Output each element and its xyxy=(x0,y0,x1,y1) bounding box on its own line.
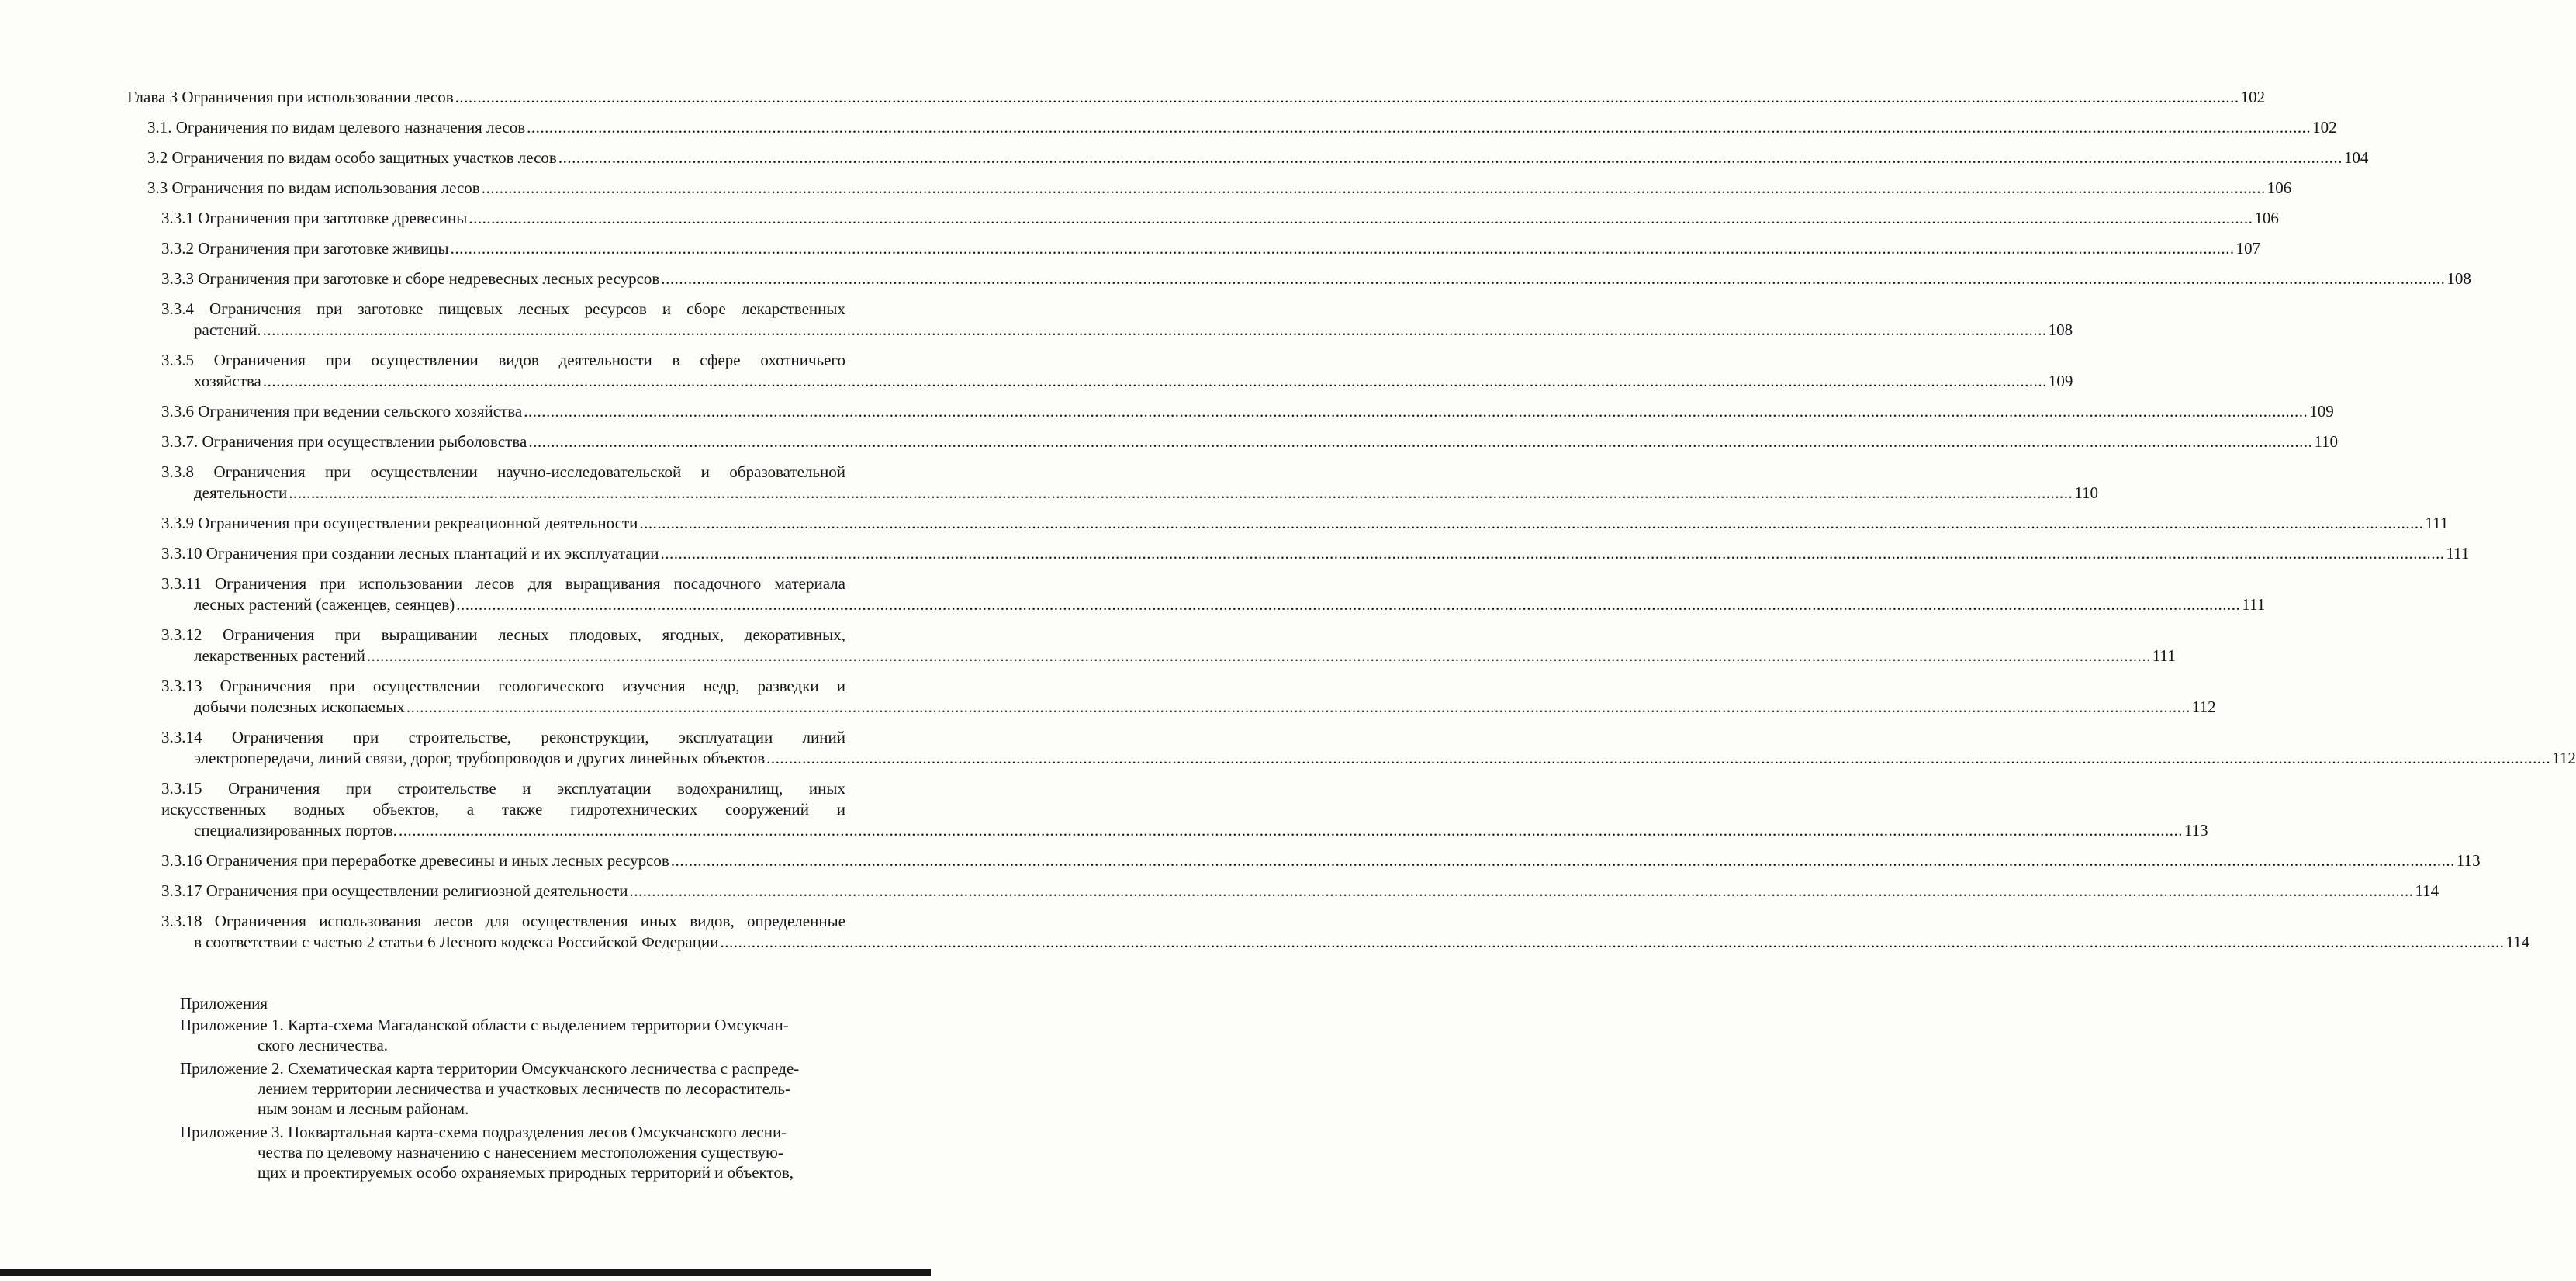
dot-leader: ................................................................................................................................................................................................................................................................................................................................................................................................................ xyxy=(524,402,2308,421)
toc-entry xyxy=(161,625,2176,666)
dot-leader: ................................................................................................................................................................................................................................................................................................................................................................................................................ xyxy=(629,881,2414,900)
toc-entry-title: 3.3.1 Ограничения при заготовке древесины xyxy=(161,209,468,227)
toc-entry xyxy=(161,268,2471,289)
toc-page-number: 107 xyxy=(2235,239,2261,258)
appendix-item-line: щих и проектируемых особо охраняемых природных территорий и объектов, xyxy=(258,1163,794,1182)
toc-entry-title: хозяйства xyxy=(194,372,261,390)
toc-page-number: 102 xyxy=(2312,118,2337,137)
appendix-item-line: ского лесничества. xyxy=(258,1036,389,1054)
toc-entry-line xyxy=(161,371,2073,392)
toc-entry-lead-line: 3.3.18 Ограничения использования лесов для осуществления иных видов, определенные xyxy=(161,912,845,930)
dot-leader: ................................................................................................................................................................................................................................................................................................................................................................................................................ xyxy=(262,372,2047,390)
toc-entry-lead-line: 3.3.12 Ограничения при выращивании лесных плодовых, ягодных, декоративных, xyxy=(161,625,845,644)
toc-page-number: 102 xyxy=(2240,88,2266,106)
toc-entry-lead-line: 3.3.4 Ограничения при заготовке пищевых лесных ресурсов и сборе лекарственных xyxy=(161,299,845,318)
toc-entry-title: Глава 3 Ограничения при использовании лесов xyxy=(127,88,454,106)
toc-entry-line xyxy=(161,513,2449,534)
toc-entry-lead-line: 3.3.8 Ограничения при осуществлении научно-исследовательской и образовательной xyxy=(161,462,845,481)
toc-entry xyxy=(161,778,2208,841)
toc-entry-title: деятельности xyxy=(194,483,288,502)
toc-entry-title: лекарственных растений xyxy=(194,646,365,665)
dot-leader: ................................................................................................................................................................................................................................................................................................................................................................................................................ xyxy=(262,320,2047,339)
toc-entry xyxy=(161,727,2576,769)
dot-leader: ................................................................................................................................................................................................................................................................................................................................................................................................................ xyxy=(661,269,2446,288)
toc-page-number: 108 xyxy=(2446,269,2471,288)
dot-leader: ................................................................................................................................................................................................................................................................................................................................................................................................................ xyxy=(527,118,2311,137)
dot-leader: ................................................................................................................................................................................................................................................................................................................................................................................................................ xyxy=(720,933,2505,951)
toc-entry-lead-line: 3.3.5 Ограничения при осуществлении видов деятельности в сфере охотничьего xyxy=(161,351,845,369)
toc-entry-line xyxy=(161,208,2279,229)
toc-entry-title: 3.3.7. Ограничения при осуществлении рыболовства xyxy=(161,432,527,451)
toc-entry xyxy=(147,178,2292,199)
dot-leader: ................................................................................................................................................................................................................................................................................................................................................................................................................ xyxy=(366,646,2151,665)
toc-entry xyxy=(161,350,2073,392)
toc-entry-line xyxy=(161,483,2098,504)
dot-leader: ................................................................................................................................................................................................................................................................................................................................................................................................................ xyxy=(469,209,2253,227)
toc-entry-line xyxy=(161,543,2470,564)
toc-entry-lead-line: 3.3.11 Ограничения при использовании лесов для выращивания посадочного материала xyxy=(161,574,845,593)
toc-entry xyxy=(161,431,2339,452)
toc-entry xyxy=(161,299,2073,341)
toc-page-number: 104 xyxy=(2343,148,2369,167)
toc-entry-title: 3.3.2 Ограничения при заготовке живицы xyxy=(161,239,449,258)
toc-entry-line xyxy=(161,748,2576,769)
toc-entry-title: лесных растений (саженцев, сеянцев) xyxy=(194,595,455,614)
toc-entry xyxy=(161,238,2261,259)
appendix-item-line: ным зонам и лесным районам. xyxy=(258,1099,469,1118)
dot-leader: ................................................................................................................................................................................................................................................................................................................................................................................................................ xyxy=(456,595,2241,614)
toc-page-number: 106 xyxy=(2254,209,2279,227)
toc-entry xyxy=(161,911,2530,953)
table-of-contents xyxy=(127,87,2576,962)
toc-page-number: 110 xyxy=(2074,483,2098,502)
toc-entry-title: электропередачи, линий связи, дорог, трубопроводов и других линейных объектов xyxy=(194,749,766,767)
toc-entry-line xyxy=(161,594,2266,615)
toc-page-number: 112 xyxy=(2552,749,2576,767)
toc-entry-line xyxy=(161,401,2334,422)
toc-entry-title: 3.3.6 Ограничения при ведении сельского хозяйства xyxy=(161,402,523,421)
toc-entry-title: растений. xyxy=(194,320,261,339)
toc-page-number: 112 xyxy=(2191,698,2216,716)
dot-leader: ................................................................................................................................................................................................................................................................................................................................................................................................................ xyxy=(406,698,2190,716)
dot-leader: ................................................................................................................................................................................................................................................................................................................................................................................................................ xyxy=(558,148,2343,167)
appendix-item xyxy=(180,1015,878,1055)
toc-entry-line xyxy=(161,646,2176,666)
toc-page-number: 113 xyxy=(2456,851,2481,870)
dot-leader: ................................................................................................................................................................................................................................................................................................................................................................................................................ xyxy=(670,851,2455,870)
toc-entry-line xyxy=(161,697,2216,718)
appendix-title: Приложения xyxy=(180,994,268,1013)
appendix-items xyxy=(180,1015,878,1182)
dot-leader: ................................................................................................................................................................................................................................................................................................................................................................................................................ xyxy=(639,514,2424,532)
appendix-list xyxy=(180,993,878,1186)
toc-entry-title: 3.3.3 Ограничения при заготовке и сборе недревесных лесных ресурсов xyxy=(161,269,660,288)
appendix-item-line: Приложение 1. Карта-схема Магаданской области с выделением территории Омсукчан- xyxy=(180,1016,789,1034)
toc-entry-title: добычи полезных ископаемых xyxy=(194,698,405,716)
appendix-item xyxy=(180,1058,878,1119)
toc-entry-title: 3.3 Ограничения по видам использования лесов xyxy=(147,178,480,197)
toc-entry-lead-line: 3.3.15 Ограничения при строительстве и эксплуатации водохранилищ, иных xyxy=(161,779,845,798)
toc-entry-title: специализированных портов. xyxy=(194,821,397,840)
toc-entry xyxy=(161,513,2449,534)
dot-leader: ................................................................................................................................................................................................................................................................................................................................................................................................................ xyxy=(766,749,2551,767)
toc-entry xyxy=(161,462,2098,504)
dot-leader: ................................................................................................................................................................................................................................................................................................................................................................................................................ xyxy=(450,239,2235,258)
toc-entry-lead-line: 3.3.14 Ограничения при строительстве, реконструкции, эксплуатации линий xyxy=(161,728,845,746)
toc-entry-lead-line: 3.3.13 Ограничения при осуществлении геологического изучения недр, разведки и xyxy=(161,677,845,695)
toc-page-number: 111 xyxy=(2425,514,2449,532)
toc-entry-line xyxy=(161,320,2073,341)
toc-entry-title: в соответствии с частью 2 статьи 6 Лесного кодекса Российской Федерации xyxy=(194,933,719,951)
toc-entry xyxy=(161,401,2334,422)
dot-leader: ................................................................................................................................................................................................................................................................................................................................................................................................................ xyxy=(398,821,2183,840)
toc-entry-title: 3.2 Ограничения по видам особо защитных участков лесов xyxy=(147,148,557,167)
toc-entry xyxy=(161,881,2439,902)
toc-page-number: 111 xyxy=(2446,544,2470,563)
toc-page-number: 109 xyxy=(2048,372,2073,390)
toc-entry-line xyxy=(161,431,2339,452)
toc-entry-line xyxy=(127,87,2266,108)
appendix-item xyxy=(180,1122,878,1182)
toc-page-number: 114 xyxy=(2505,933,2530,951)
dot-leader: ................................................................................................................................................................................................................................................................................................................................................................................................................ xyxy=(289,483,2073,502)
toc-entry xyxy=(147,147,2369,168)
bottom-rule xyxy=(0,1269,931,1276)
toc-page-number: 108 xyxy=(2048,320,2073,339)
appendix-item-line: лением территории лесничества и участковых лесничеств по лесораститель- xyxy=(258,1079,790,1098)
toc-entry-lead-line: искусственных водных объектов, а также гидротехнических сооружений и xyxy=(161,800,845,819)
toc-entry xyxy=(161,573,2266,615)
dot-leader: ................................................................................................................................................................................................................................................................................................................................................................................................................ xyxy=(660,544,2445,563)
dot-leader: ................................................................................................................................................................................................................................................................................................................................................................................................................ xyxy=(481,178,2266,197)
toc-entry-title: 3.3.10 Ограничения при создании лесных плантаций и их эксплуатации xyxy=(161,544,659,563)
toc-entry xyxy=(161,850,2481,871)
toc-entry-title: 3.3.9 Ограничения при осуществлении рекреационной деятельности xyxy=(161,514,638,532)
dot-leader: ................................................................................................................................................................................................................................................................................................................................................................................................................ xyxy=(455,88,2239,106)
toc-entry-line xyxy=(147,117,2337,138)
toc-entry-line xyxy=(161,932,2530,953)
toc-entry-line xyxy=(161,268,2471,289)
toc-entry xyxy=(161,676,2216,718)
toc-entry-title: 3.3.17 Ограничения при осуществлении религиозной деятельности xyxy=(161,881,628,900)
toc-entry xyxy=(127,87,2266,108)
toc-entry-line xyxy=(161,850,2481,871)
toc-entry xyxy=(161,543,2470,564)
toc-page-number: 110 xyxy=(2314,432,2339,451)
toc-entry-line xyxy=(147,147,2369,168)
toc-page-number: 109 xyxy=(2309,402,2334,421)
toc-page-number: 114 xyxy=(2415,881,2439,900)
toc-entry-title: 3.1. Ограничения по видам целевого назначения лесов xyxy=(147,118,526,137)
toc-page-number: 111 xyxy=(2152,646,2176,665)
toc-entry-line xyxy=(161,881,2439,902)
toc-page-number: 111 xyxy=(2242,595,2266,614)
toc-entry-line xyxy=(147,178,2292,199)
toc-entry-line xyxy=(161,238,2261,259)
toc-entry xyxy=(147,117,2337,138)
toc-entry xyxy=(161,208,2279,229)
appendix-item-line: Приложение 2. Схематическая карта территории Омсукчанского лесничества с распреде- xyxy=(180,1059,800,1078)
appendix-item-line: чества по целевому назначению с нанесением местоположения существую- xyxy=(258,1143,783,1162)
toc-entry-title: 3.3.16 Ограничения при переработке древесины и иных лесных ресурсов xyxy=(161,851,669,870)
appendix-item-line: Приложение 3. Поквартальная карта-схема подразделения лесов Омсукчанского лесни- xyxy=(180,1123,787,1141)
toc-page-number: 106 xyxy=(2267,178,2292,197)
dot-leader: ................................................................................................................................................................................................................................................................................................................................................................................................................ xyxy=(528,432,2313,451)
toc-entry-line xyxy=(161,820,2208,841)
toc-page-number: 113 xyxy=(2184,821,2208,840)
